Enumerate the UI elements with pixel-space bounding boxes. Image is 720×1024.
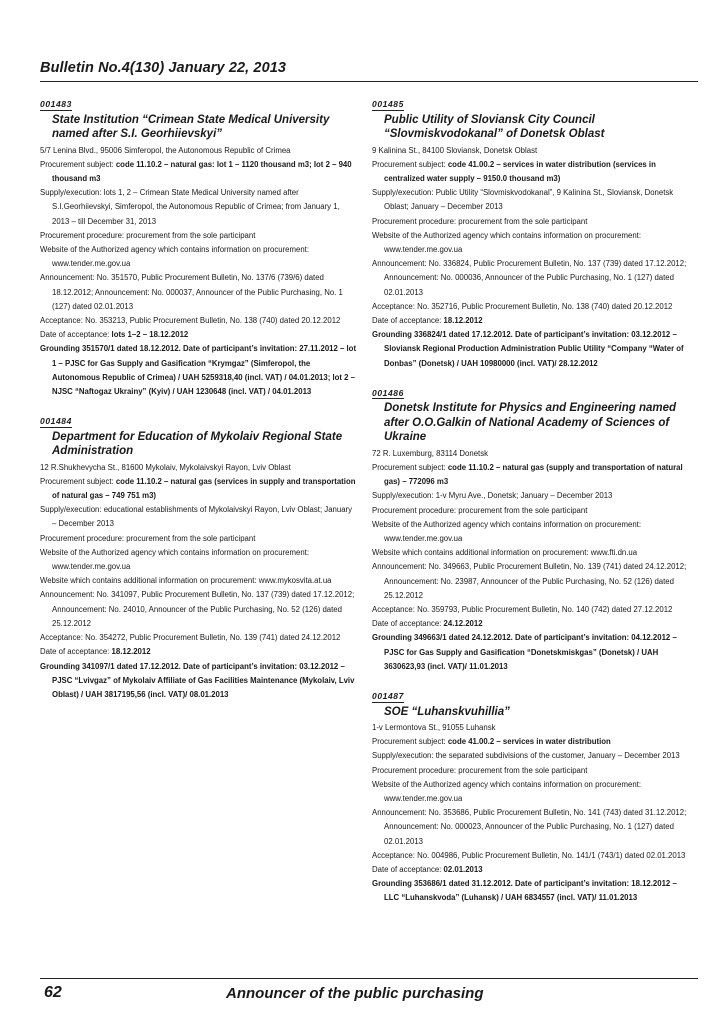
notice-line-text: Website of the Authorized agency which contains information on procurement: www.tender.me.gov.ua: [40, 244, 310, 269]
notice-line-bold: code 41.00.2 – services in water distribution (services in centralized water supply – 9150.0 thousand m3): [384, 159, 656, 183]
notice-line: [372, 546, 690, 560]
notice-line: [40, 574, 358, 588]
notice-line: [372, 721, 690, 735]
notice-line: [372, 461, 690, 489]
notice-line-bold: code 41.00.2 – services in water distribution: [447, 737, 611, 747]
notice-line-text: 5/7 Lenina Blvd., 95006 Simferopol, the Autonomous Republic of Crimea: [40, 145, 291, 155]
notice-title: Public Utility of Sloviansk City Council “Slovmiskvodokanal” of Donetsk Oblast: [384, 113, 605, 140]
notice-line-text: Procurement subject:: [40, 476, 116, 486]
notice-line: [40, 546, 358, 574]
notice-line: [40, 186, 358, 229]
notice-line: [372, 849, 690, 863]
notice-line-text: Date of acceptance:: [40, 330, 112, 340]
notice-line: [372, 186, 690, 214]
notice-line-text: 9 Kalinina St., 84100 Sloviansk, Donetsk Oblast: [372, 145, 538, 155]
notice-line: [372, 447, 690, 461]
notice-line: [372, 735, 690, 749]
notice-line-text: Acceptance: No. 353213, Public Procurement Bulletin, No. 138 (740) dated 20.12.2012: [40, 315, 341, 325]
left-column: [40, 94, 358, 714]
notice-line: [372, 144, 690, 158]
notice-number: 001485: [372, 99, 404, 109]
notice-line: [40, 243, 358, 271]
notice-line: [40, 328, 358, 342]
notice-line-bold: 02.01.2013: [443, 865, 483, 875]
notice-line-bold: code 11.10.2 – natural gas: lot 1 – 1120 thousand m3; lot 2 – 940 thousand m3: [52, 159, 352, 183]
notice-line-bold: lots 1–2 – 18.12.2012: [111, 330, 189, 340]
notice-line-text: Procurement procedure: procurement from the sole participant: [372, 765, 588, 775]
notice-title: Department for Education of Mykolaiv Regional State Administration: [52, 430, 343, 458]
notice-line-text: Procurement procedure: procurement from the sole participant: [372, 505, 588, 515]
notice-grounding: Grounding 341097/1 dated 17.12.2012. Date of participant’s invitation: 03.12.2012 – PJSC “Lvivgaz” of Mykolaiv Affiliate of Gas Facilities Maintenance (Mykolaiv, Lviv Oblast) / UAH 3817195,56 (incl. VAT)/ 08.01.2013: [40, 661, 355, 699]
notice-line-text: Acceptance: No. 004986, Public Procurement Bulletin, No. 141/1 (743/1) dated 02.01.2013: [372, 850, 686, 860]
notice-entry: [372, 383, 690, 674]
notice-line: [40, 461, 358, 475]
notice-line: [372, 229, 690, 257]
notice-number: 001484: [40, 416, 72, 427]
notice-line: [372, 603, 690, 617]
notice-line-text: Procurement procedure: procurement from the sole participant: [40, 230, 256, 240]
notice-grounding: Grounding 353686/1 dated 31.12.2012. Date of participant’s invitation: 18.12.2012 – LLC “Luhanskvoda” (Luhansk) / UAH 6834557 (incl. VAT)/ 11.01.2013: [372, 879, 677, 903]
notice-line: [372, 314, 690, 328]
page-header: [40, 60, 700, 76]
notice-line-bold: code 11.10.2 – natural gas (services in supply and transportation of natural gas – 749 751 m3): [52, 476, 356, 501]
notice-line-text: Website of the Authorized agency which contains information on procurement: www.tender.me.gov.ua: [372, 779, 642, 804]
notice-line: [372, 215, 690, 229]
notice-line-bold: 24.12.2012: [443, 619, 483, 629]
notice-line: [372, 489, 690, 503]
notice-grounding: Grounding 336824/1 dated 17.12.2012. Date of participant’s invitation: 03.12.2012 – Sloviansk Regional Production Administration Public Utility “Company “Water of Donbas” (Donetsk) / UAH 10980000 (incl. VAT)/ 28.12.2012: [372, 330, 684, 368]
footer-divider: [40, 978, 698, 979]
notice-line-text: Procurement procedure: procurement from the sole participant: [372, 216, 588, 226]
notice-line-text: Procurement subject:: [372, 462, 448, 472]
notice-grounding: Grounding 349663/1 dated 24.12.2012. Date of participant’s invitation: 04.12.2012 – PJSC for Gas Supply and Gasification “Donetskmiskgas” (Donetsk) / UAH 3630623,93 (incl. VAT)/ 11.01.2013: [372, 633, 677, 671]
notice-line: [40, 532, 358, 546]
notice-line-text: Website which contains additional information on procurement: www.mykosvita.at.ua: [40, 576, 332, 586]
notice-line: [372, 617, 690, 631]
footer-title: Announcer of the public purchasing: [226, 985, 484, 1002]
notice-line: [372, 504, 690, 518]
page-number: 62: [44, 984, 62, 1001]
notice-entry: [40, 411, 358, 702]
notice-line: [372, 806, 690, 849]
notice-line-text: Supply/execution: Public Utility “Slovmiskvodokanal”, 9 Kalinina St., Sloviansk, Donetsk Oblast; January – December 2013: [372, 188, 674, 212]
notice-line-bold: code 11.10.2 – natural gas (supply and transportation of natural gas) – 772096 m3: [384, 462, 683, 487]
notice-line-text: Website which contains additional information on procurement: www.fti.dn.ua: [372, 548, 638, 558]
notice-line-text: Procurement subject:: [372, 737, 448, 747]
notice-line-text: Announcement: No. 351570, Public Procurement Bulletin, No. 137/6 (739/6) dated 18.12.2012; Announcement: No. 000037, Announcer of the Public Purchasing, No. 1 (127) dated 02.01.2013: [40, 273, 343, 311]
notice-line-text: Supply/execution: lots 1, 2 – Crimean State Medical University named after S.I.Georhiievskyi, Simferopol, the Autonomous Republic of Crimea; from January 1, 2013 – till December 31, 2013: [40, 188, 340, 226]
notice-title: Donetsk Institute for Physics and Engineering named after O.O.Galkin of National Academy of Sciences of Ukraine: [384, 402, 677, 444]
notice-line: [372, 560, 690, 603]
notice-line-text: 1-v Lermontova St., 91055 Luhansk: [372, 723, 496, 732]
bulletin-title: Bulletin No.4(130) January 22, 2013: [40, 60, 287, 76]
notice-line: [40, 503, 358, 531]
notice-line-text: Announcement: No. 341097, Public Procurement Bulletin, No. 137 (739) dated 17.12.2012; Announcement: No. 24010, Announcer of the Public Purchasing, No. 52 (126) dated 25.12.2012: [40, 590, 355, 628]
notice-line: [372, 863, 690, 877]
notice-line: [40, 475, 358, 503]
notice-line-text: Announcement: No. 353686, Public Procurement Bulletin, No. 141 (743) dated 31.12.2012; Announcement: No. 000023, Announcer of the Public Purchasing, No. 1 (127) dated 02.01.2013: [372, 808, 687, 846]
notice-line-text: Date of acceptance:: [372, 619, 444, 629]
header-divider: [40, 81, 698, 82]
notice-line-text: Announcement: No. 349663, Public Procurement Bulletin, No. 139 (741) dated 24.12.2012; Announcement: No. 23987, Announcer of the Public Purchasing, No. 52 (126) dated 25.12.2012: [372, 562, 687, 600]
notice-number: 001486: [372, 387, 404, 398]
notice-line-text: 72 R. Luxemburg, 83114 Donetsk: [372, 448, 489, 458]
notice-line: [40, 645, 358, 659]
notice-line-text: Procurement subject:: [372, 159, 448, 169]
notice-line: [372, 300, 690, 314]
notice-line: [40, 144, 358, 158]
notice-line: [40, 631, 358, 645]
notice-entry: [372, 686, 690, 906]
notice-line-text: 12 R.Shukhevycha St., 81600 Mykolaiv, Mykolaivskyi Rayon, Lviv Oblast: [40, 462, 291, 472]
notice-line-text: Supply/execution: the separated subdivisions of the customer, January – December 2013: [372, 751, 680, 761]
notice-line-text: Date of acceptance:: [372, 315, 444, 325]
notice-line-bold: 18.12.2012: [443, 315, 483, 325]
notice-line-text: Website of the Authorized agency which contains information on procurement: www.tender.me.gov.ua: [40, 547, 310, 572]
notice-line-text: Acceptance: No. 354272, Public Procurement Bulletin, No. 139 (741) dated 24.12.2012: [40, 633, 341, 643]
notice-line: [40, 314, 358, 328]
notice-line-text: Supply/execution: 1-v Myru Ave., Donetsk; January – December 2013: [372, 491, 613, 501]
notice-line-text: Supply/execution: educational establishments of Mykolaivskyi Rayon, Lviv Oblast; January – December 2013: [40, 505, 353, 529]
notice-line-bold: 18.12.2012: [111, 647, 151, 657]
notice-line-text: Website of the Authorized agency which contains information on procurement: www.tender.me.gov.ua: [372, 230, 642, 254]
right-column: [372, 94, 690, 918]
notice-line: [40, 158, 358, 186]
notice-line: [372, 749, 690, 763]
notice-grounding: Grounding 351570/1 dated 18.12.2012. Date of participant’s invitation: 27.11.2012 – lot 1 – PJSC for Gas Supply and Gasification “Krymgaz” (Simferopol, the Autonomous Republic of Crimea) / UAH 5259318,40 (incl. VAT) / 04.01.2013; lot 2 – NJSC “Naftogaz Ukrainy” (Kyiv) / UAH 1230648 (incl. VAT) / 04.01.2013: [40, 344, 357, 396]
notice-line-text: Acceptance: No. 359793, Public Procurement Bulletin, No. 140 (742) dated 27.12.2012: [372, 604, 673, 614]
notice-line: [372, 518, 690, 546]
notice-line: [372, 158, 690, 186]
notice-line-text: Date of acceptance:: [40, 647, 112, 657]
notice-line-text: Announcement: No. 336824, Public Procurement Bulletin, No. 137 (739) dated 17.12.2012; Announcement: No. 000036, Announcer of the Public Purchasing, No. 1 (127) dated 02.01.2013: [372, 259, 687, 297]
notice-line: [40, 229, 358, 243]
notice-line-text: Procurement subject:: [40, 159, 116, 169]
notice-line-text: Procurement procedure: procurement from the sole participant: [40, 533, 256, 543]
notice-line: [372, 778, 690, 806]
notice-line: [40, 271, 358, 314]
notice-line-text: Date of acceptance:: [372, 865, 444, 875]
notice-title: SOE “Luhanskvuhillia”: [384, 705, 510, 718]
notice-number: 001483: [40, 99, 72, 109]
notice-number: 001487: [372, 691, 404, 701]
notice-entry: [40, 94, 358, 399]
notice-line: [40, 588, 358, 631]
notice-line-text: Website of the Authorized agency which contains information on procurement: www.tender.me.gov.ua: [372, 519, 642, 543]
notice-line: [372, 764, 690, 778]
notice-line: [372, 257, 690, 300]
notice-title: State Institution “Crimean State Medical University named after S.I. Georhiievskyi”: [52, 113, 330, 140]
notice-line-text: Acceptance: No. 352716, Public Procurement Bulletin, No. 138 (740) dated 20.12.2012: [372, 301, 673, 311]
notice-entry: [372, 94, 690, 371]
